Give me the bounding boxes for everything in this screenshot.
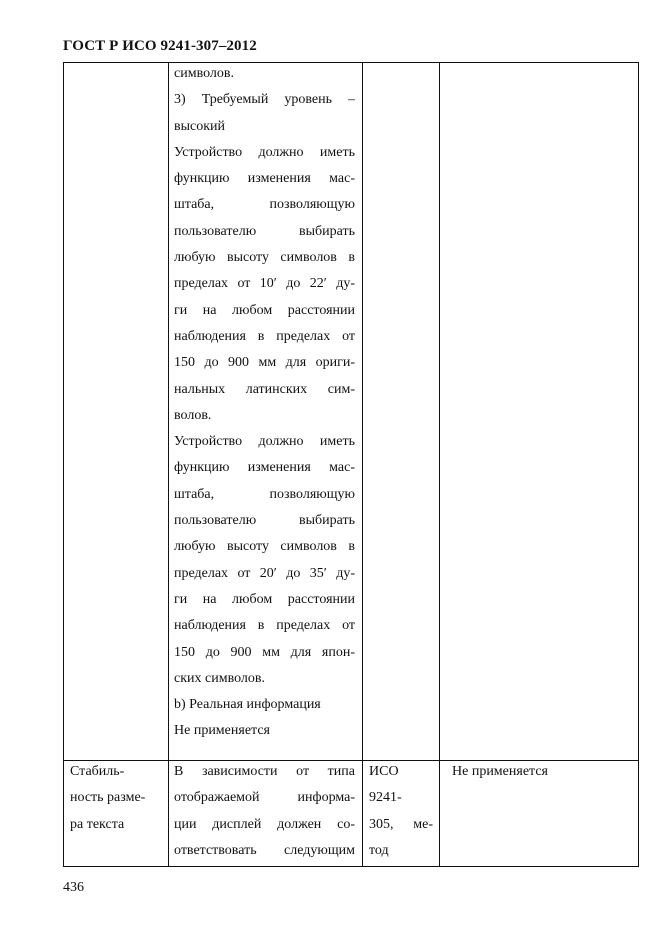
text-line: волов. bbox=[174, 407, 212, 423]
text-line: 150 до 900 мм для япон- bbox=[174, 644, 355, 660]
requirements-table bbox=[63, 62, 639, 867]
text-line: штаба, позволяющую bbox=[174, 486, 355, 502]
requirement-text bbox=[169, 759, 362, 864]
table-cell-applicability bbox=[440, 761, 639, 867]
table-cell-requirement bbox=[169, 761, 363, 867]
text-line: ра текста bbox=[70, 816, 125, 832]
text-line: Не применяется bbox=[174, 723, 270, 739]
table-cell-reference bbox=[363, 761, 440, 867]
requirement-text bbox=[169, 61, 362, 745]
text-line: 305, ме- bbox=[369, 816, 433, 832]
reference-text bbox=[363, 759, 439, 864]
table-row bbox=[64, 63, 639, 761]
text-line: функцию изменения мас- bbox=[174, 460, 355, 476]
attribute-text bbox=[64, 759, 168, 838]
text-line: пользователю выбирать bbox=[174, 223, 355, 239]
text-line: ции дисплей должен со- bbox=[174, 816, 355, 832]
text-line: ги на любом расстоянии bbox=[174, 302, 355, 318]
text-line: пределах от 10′ до 22′ ду- bbox=[174, 276, 355, 292]
text-line: Устройство должно иметь bbox=[174, 144, 355, 160]
text-line: высокий bbox=[174, 118, 226, 134]
text-line: пользователю выбирать bbox=[174, 513, 355, 529]
text-line: 9241- bbox=[369, 790, 402, 806]
text-line: тод bbox=[369, 842, 389, 858]
table-cell-requirement bbox=[169, 63, 363, 761]
applicability-text bbox=[440, 759, 638, 785]
page-number: 436 bbox=[63, 880, 84, 895]
page-header: ГОСТ Р ИСО 9241-307–2012 bbox=[63, 38, 257, 54]
table-cell-applicability bbox=[440, 63, 639, 761]
table-row bbox=[64, 761, 639, 867]
text-line: нальных латинских сим- bbox=[174, 381, 355, 397]
text-line: 3) Требуемый уровень – bbox=[174, 92, 355, 108]
table-cell-attribute bbox=[64, 761, 169, 867]
text-line: 150 до 900 мм для ориги- bbox=[174, 355, 355, 371]
text-line: ги на любом расстоянии bbox=[174, 591, 355, 607]
text-line: любую высоту символов в bbox=[174, 539, 355, 555]
text-line: любую высоту символов в bbox=[174, 250, 355, 266]
table-cell-attribute bbox=[64, 63, 169, 761]
text-line: ских символов. bbox=[174, 670, 265, 686]
text-line: пределах от 20′ до 35′ ду- bbox=[174, 565, 355, 581]
text-line: наблюдения в пределах от bbox=[174, 618, 355, 634]
text-line: Стабиль- bbox=[70, 764, 125, 779]
text-line: Устройство должно иметь bbox=[174, 434, 355, 450]
text-line: наблюдения в пределах от bbox=[174, 328, 355, 344]
table-cell-reference bbox=[363, 63, 440, 761]
text-line: ность разме- bbox=[70, 790, 146, 806]
text-line: функцию изменения мас- bbox=[174, 171, 355, 187]
text-line: ответствовать следующим bbox=[174, 842, 355, 858]
text-line: b) Реальная информация bbox=[174, 697, 321, 713]
text-line: символов. bbox=[174, 66, 234, 81]
text-line: В зависимости от типа bbox=[174, 764, 355, 779]
text-line: ИСО bbox=[369, 764, 399, 779]
text-line: Не применяется bbox=[452, 764, 548, 779]
text-line: отображаемой информа- bbox=[174, 790, 355, 806]
text-line: штаба, позволяющую bbox=[174, 197, 355, 213]
